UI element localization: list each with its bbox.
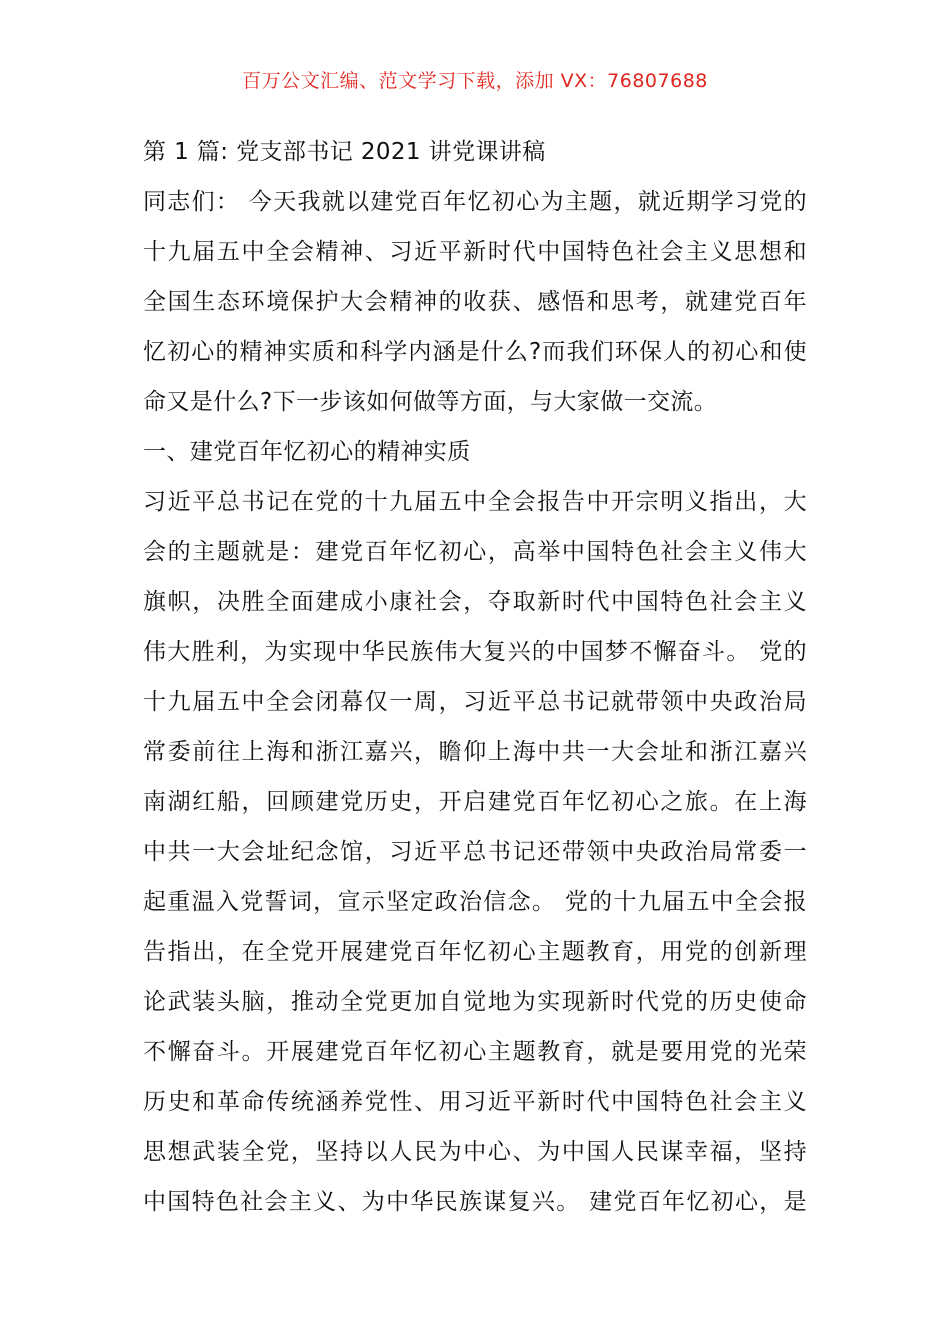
text-line: 十九届五中全会闭幕仅一周，习近平总书记就带领中央政治局 bbox=[143, 689, 807, 715]
text-line: 告指出，在全党开展建党百年忆初心主题教育，用党的创新理 bbox=[143, 939, 807, 965]
text-line: 常委前往上海和浙江嘉兴，瞻仰上海中共一大会址和浙江嘉兴 bbox=[143, 739, 807, 765]
text-line: 全国生态环境保护大会精神的收获、感悟和思考，就建党百年 bbox=[143, 289, 807, 315]
text-line: 同志们： 今天我就以建党百年忆初心为主题，就近期学习党的 bbox=[143, 189, 807, 215]
text-line: 起重温入党誓词，宣示坚定政治信念。 党的十九届五中全会报 bbox=[143, 889, 807, 915]
text-line: 会的主题就是：建党百年忆初心，高举中国特色社会主义伟大 bbox=[143, 539, 807, 565]
text-line: 旗帜，决胜全面建成小康社会，夺取新时代中国特色社会主义 bbox=[143, 589, 807, 615]
text-line: 十九届五中全会精神、习近平新时代中国特色社会主义思想和 bbox=[143, 239, 807, 265]
text-line: 忆初心的精神实质和科学内涵是什么?而我们环保人的初心和使 bbox=[143, 339, 807, 365]
text-line: 伟大胜利，为实现中华民族伟大复兴的中国梦不懈奋斗。 党的 bbox=[143, 639, 807, 665]
text-line: 中国特色社会主义、为中华民族谋复兴。 建党百年忆初心，是 bbox=[143, 1189, 807, 1215]
text-line: 南湖红船，回顾建党历史，开启建党百年忆初心之旅。在上海 bbox=[143, 789, 807, 815]
text-line: 不懈奋斗。开展建党百年忆初心主题教育，就是要用党的光荣 bbox=[143, 1039, 807, 1065]
document-title: 第 1 篇: 党支部书记 2021 讲党课讲稿 bbox=[143, 139, 546, 165]
text-line: 习近平总书记在党的十九届五中全会报告中开宗明义指出，大 bbox=[143, 489, 807, 515]
text-line: 论武装头脑，推动全党更加自觉地为实现新时代党的历史使命 bbox=[143, 989, 807, 1015]
text-line: 历史和革命传统涵养党性、用习近平新时代中国特色社会主义 bbox=[143, 1089, 807, 1115]
document-body bbox=[143, 132, 807, 1232]
text-line: 思想武装全党，坚持以人民为中心、为中国人民谋幸福，坚持 bbox=[143, 1139, 807, 1165]
watermark-banner: 百万公文汇编、范文学习下载，添加 VX：76807688 bbox=[242, 70, 708, 92]
section-heading: 一、建党百年忆初心的精神实质 bbox=[143, 439, 471, 465]
text-line: 命又是什么?下一步该如何做等方面，与大家做一交流。 bbox=[143, 389, 718, 415]
text-line: 中共一大会址纪念馆，习近平总书记还带领中央政治局常委一 bbox=[143, 839, 807, 865]
